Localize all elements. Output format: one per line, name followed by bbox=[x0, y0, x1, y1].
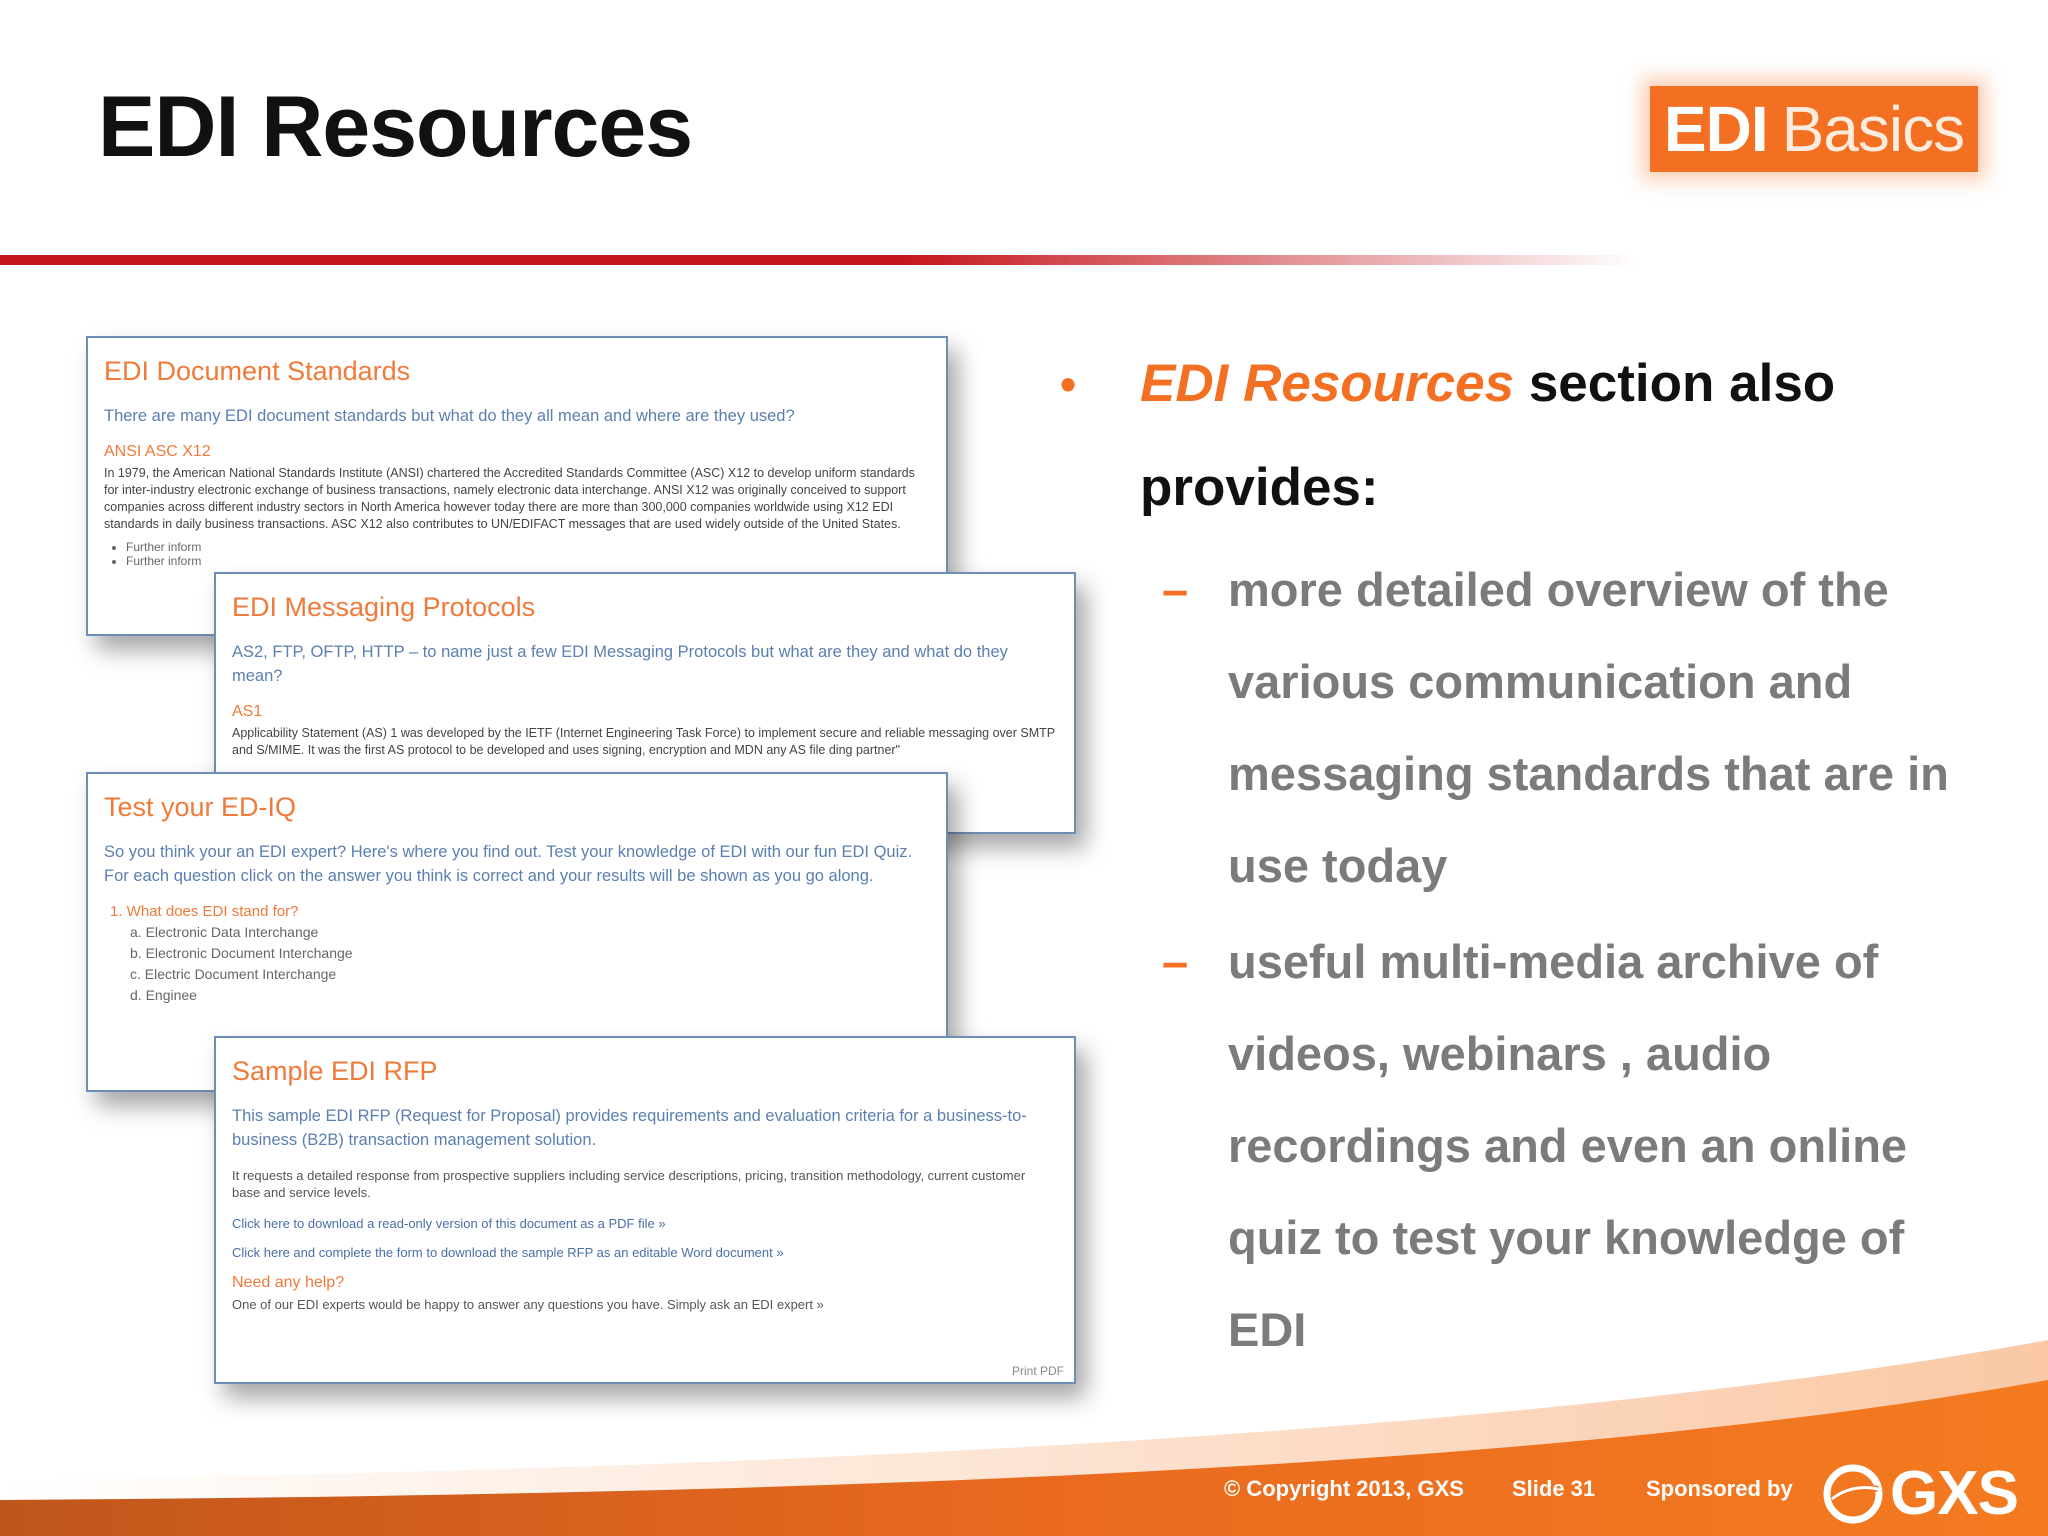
card-lead: There are many EDI document standards but what do they all mean and where are they used? bbox=[104, 407, 795, 425]
bullet-highlight: EDI Resources bbox=[1140, 354, 1515, 413]
copyright-text: © Copyright 2013, GXS bbox=[1224, 1476, 1464, 1501]
quiz-option[interactable]: a. Electronic Data Interchange bbox=[130, 923, 319, 940]
sub-bullet-text: useful multi-media archive of videos, webinars , audio recordings and even an online quiz to test your knowledge of EDI bbox=[1228, 935, 1908, 1356]
sub-bullet-archive bbox=[1060, 916, 1990, 1376]
quiz-options bbox=[130, 922, 928, 1006]
quiz-question: 1. What does EDI stand for? bbox=[110, 902, 299, 920]
logo-basics-text: Basics bbox=[1781, 93, 1965, 165]
list-item[interactable]: • Further inform bbox=[126, 540, 928, 554]
quiz-option[interactable]: b. Electronic Document Interchange bbox=[130, 944, 353, 961]
list-item[interactable]: • Further inform bbox=[126, 554, 928, 568]
card-link-list bbox=[104, 540, 928, 568]
card-title: EDI Document Standards bbox=[104, 356, 411, 386]
card-title: EDI Messaging Protocols bbox=[232, 592, 536, 622]
sub-bullet-dash: – bbox=[1162, 935, 1189, 988]
card-lead: So you think your an EDI expert? Here's where you find out. Test your knowledge of EDI with our fun EDI Quiz. For each question click on the answer you think is correct and your results will be shown as you go along. bbox=[104, 843, 913, 885]
slide-title: EDI Resources bbox=[98, 79, 693, 175]
card-body: Applicability Statement (AS) 1 was developed by the IETF (Internet Engineering Task Force) to implement secure and reliable messaging over SMTP and S/MIME. It was the first AS protocol to be developed and uses signing, encryption and MDN any AS file ding partner" bbox=[232, 725, 1055, 757]
card-lead: This sample EDI RFP (Request for Proposal) provides requirements and evaluation criteria for a business-to-business (B2B) transaction management solution. bbox=[232, 1107, 1027, 1149]
sponsored-by-text: Sponsored by bbox=[1646, 1476, 1793, 1501]
slide-number: Slide 31 bbox=[1512, 1476, 1596, 1501]
card-lead: AS2, FTP, OFTP, HTTP – to name just a few EDI Messaging Protocols but what are they and what do they mean? bbox=[232, 643, 1008, 685]
logo-edi-text: EDI bbox=[1663, 93, 1768, 165]
card-sample-rfp bbox=[214, 1036, 1076, 1384]
card-subheading: AS1 bbox=[232, 702, 263, 720]
sub-bullet-dash: – bbox=[1162, 563, 1189, 616]
gxs-logo bbox=[1822, 1458, 2018, 1529]
card-title: Sample EDI RFP bbox=[232, 1056, 438, 1086]
bullet-dot: • bbox=[1060, 358, 1077, 410]
card-subheading: ANSI ASC X12 bbox=[104, 442, 211, 460]
help-body: One of our EDI experts would be happy to answer any questions you have. Simply ask an EDI expert » bbox=[232, 1296, 824, 1312]
edi-basics-logo bbox=[1650, 86, 1978, 172]
bullet-list bbox=[1060, 354, 1990, 1376]
quiz-option[interactable]: c. Electric Document Interchange bbox=[130, 965, 337, 982]
card-title: Test your ED-IQ bbox=[104, 792, 297, 822]
help-heading: Need any help? bbox=[232, 1273, 345, 1291]
quiz-option[interactable]: d. Enginee bbox=[130, 986, 197, 1003]
gxs-swirl-icon bbox=[1822, 1463, 1884, 1525]
sub-bullet-overview bbox=[1060, 544, 1990, 912]
card-body: It requests a detailed response from prospective suppliers including service descriptions, pricing, transition methodology, current customer base and service levels. bbox=[232, 1167, 1026, 1201]
bullet-main-text: section also provides: bbox=[1140, 354, 1836, 517]
title-divider bbox=[0, 255, 1640, 265]
print-pdf-tools[interactable]: Print PDF bbox=[1011, 1364, 1064, 1378]
card-body: In 1979, the American National Standards Institute (ANSI) chartered the Accredited Standards Committee (ASC) X12 to develop uniform standards for inter-industry electronic exchange of business transactions, namely electronic data interchange. ANSI X12 was originally conceived to support companies across different industry sectors in North America however today there are more than 300,000 companies worldwide using X12 EDI standards in daily business transactions. ASC X12 also contributes to UN/EDIFACT messages that are used widely outside of the United States. bbox=[104, 465, 915, 531]
pdf-download-link[interactable]: Click here to download a read-only version of this document as a PDF file » bbox=[232, 1215, 666, 1231]
bullet-main bbox=[1060, 332, 1990, 540]
gxs-brand-text: GXS bbox=[1890, 1459, 2018, 1528]
word-download-link[interactable]: Click here and complete the form to download the sample RFP as an editable Word document » bbox=[232, 1244, 784, 1260]
sub-bullet-text: more detailed overview of the various communication and messaging standards that are in use today bbox=[1228, 563, 1949, 892]
